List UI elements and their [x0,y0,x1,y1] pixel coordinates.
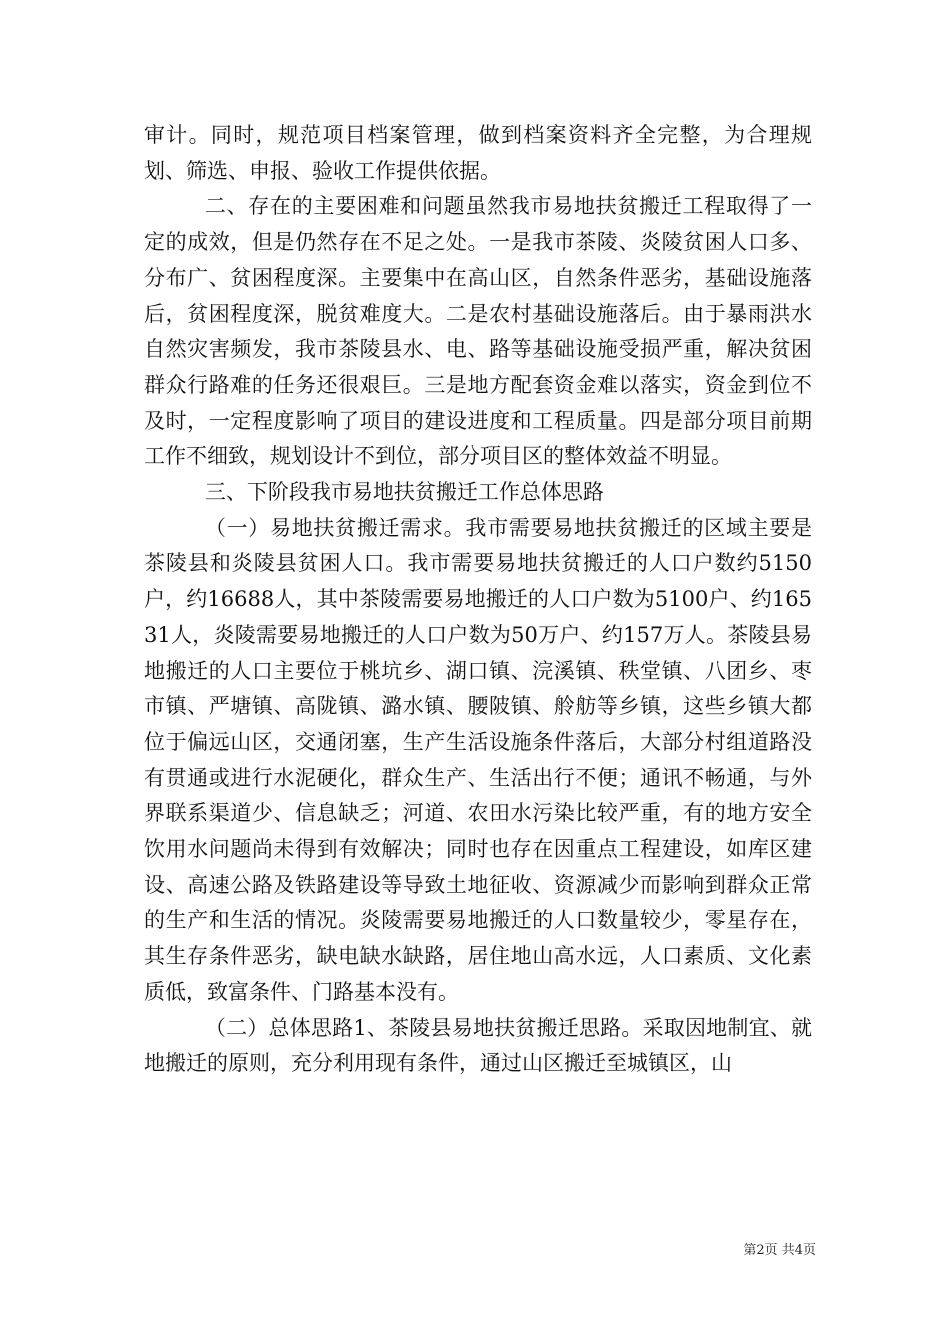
paragraph-5: （二）总体思路1、茶陵县易地扶贫搬迁思路。采取因地制宜、就地搬迁的原则，充分利用现有条件，通过山区搬迁至城镇区，山 [144,1015,812,1076]
paragraph-4: （一）易地扶贫搬迁需求。我市需要易地扶贫搬迁的区域主要是茶陵县和炎陵县贫困人口。我市需要易地扶贫搬迁的人口户数约5150户，约16688人，其中茶陵需要易地搬迁的人口户数为5100户、约16531人，炎陵需要易地搬迁的人口户数为50万户、约157万人。茶陵县易地搬迁的人口主要位于桃坑乡、湖口镇、浣溪镇、秩堂镇、八团乡、枣市镇、严塘镇、高陇镇、潞水镇、腰陂镇、舲舫等乡镇，这些乡镇大都位于偏远山区，交通闭塞，生产生活设施条件落后，大部分村组道路没有贯通或进行水泥硬化，群众生产、生活出行不便；通讯不畅通，与外界联系渠道少、信息缺乏；河道、农田水污染比较严重，有的地方安全饮用水问题尚未得到有效解决；同时也存在因重点工程建设，如库区建设、高速公路及铁路建设等导致土地征收、资源减少而影响到群众正常的生产和生活的情况。炎陵需要易地搬迁的人口数量较少，零星存在，其生存条件恶劣，缺电缺水缺路，居住地山高水远，人口素质、文化素质低，致富条件、门路基本没有。 [144,515,812,1004]
page-number-footer: 第2页 共4页 [743,1243,816,1258]
section-heading-3: 三、下阶段我市易地扶贫搬迁工作总体思路 [204,480,604,505]
document-body [144,118,812,1082]
paragraph-2: 二、存在的主要困难和问题虽然我市易地扶贫搬迁工程取得了一定的成效，但是仍然存在不足之处。一是我市茶陵、炎陵贫困人口多、分布广、贫困程度深。主要集中在高山区，自然条件恶劣，基础设施落后，贫困程度深，脱贫难度大。二是农村基础设施落后。由于暴雨洪水自然灾害频发，我市茶陵县水、电、路等基础设施受损严重，解决贫困群众行路难的任务还很艰巨。三是地方配套资金难以落实，资金到位不及时，一定程度影响了项目的建设进度和工程质量。四是部分项目前期工作不细致，规划设计不到位，部分项目区的整体效益不明显。 [144,194,812,469]
paragraph-1: 审计。同时，规范项目档案管理，做到档案资料齐全完整，为合理规划、筛选、申报、验收工作提供依据。 [144,123,812,183]
